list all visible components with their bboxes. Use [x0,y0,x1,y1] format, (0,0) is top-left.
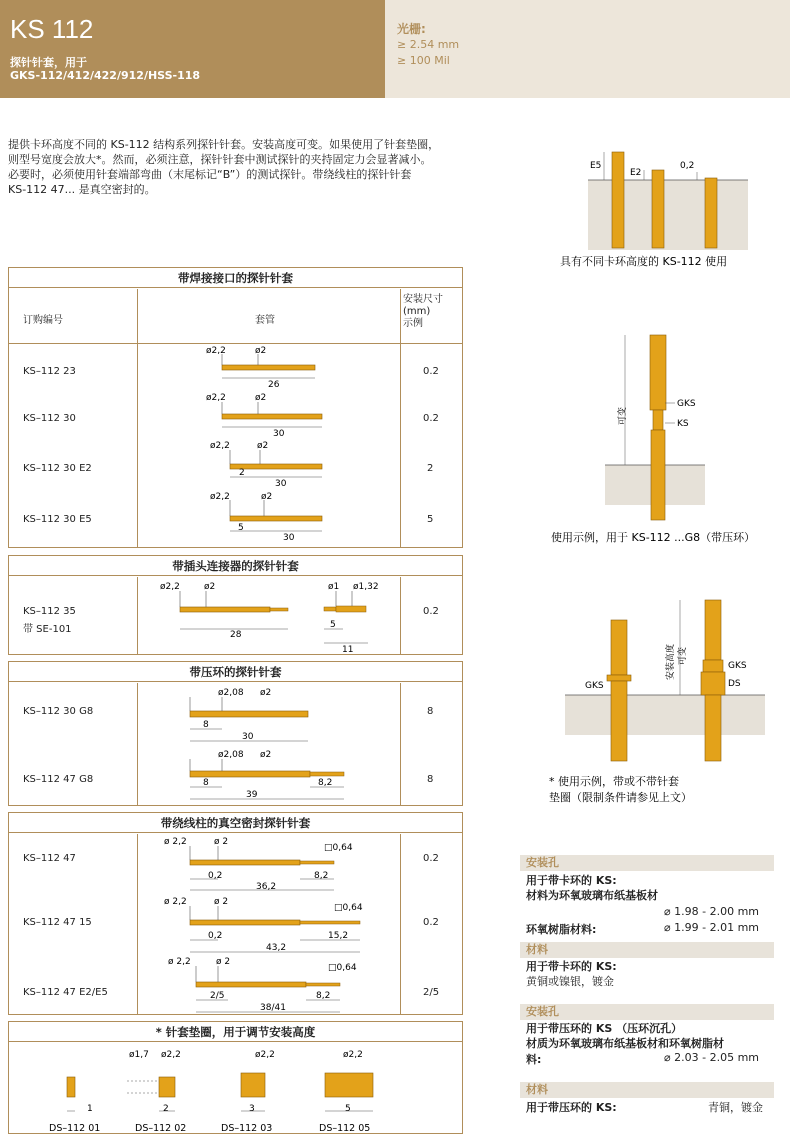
figure-collar-heights [560,140,790,275]
spec-value: 青铜，镀金 [708,1101,763,1114]
svg-text:15,2: 15,2 [328,931,349,941]
svg-text:安装高度: 安装高度 [666,643,676,680]
spec-value: ⌀ 2.03 - 2.05 mm [664,1051,759,1064]
table-plug-sleeves [8,555,463,655]
table-title: 带绕线柱的真空密封探针针套 [9,813,462,833]
svg-text:ø2,2: ø2,2 [343,1050,363,1060]
order-number: KS–112 30 G8 [23,706,94,717]
svg-text:5: 5 [238,523,244,533]
product-title: KS 112 [10,14,94,44]
order-number: KS–112 47 15 [23,917,92,928]
table-title: * 针套垫圈，用于调节安装高度 [9,1022,462,1042]
svg-text:KS: KS [677,419,689,429]
svg-text:8,2: 8,2 [318,778,333,788]
svg-text:39: 39 [246,790,258,800]
svg-text:2: 2 [239,468,245,478]
svg-text:8: 8 [203,778,209,788]
svg-text:8: 8 [203,720,209,730]
spec-heading: 安装孔 [520,1004,774,1020]
spec-line: 用于带卡环的 KS: [526,874,617,887]
washer-name: DS–112 01 [49,1123,101,1134]
svg-text:2/5: 2/5 [210,991,225,1001]
svg-text:ø 2,2: ø 2,2 [164,897,187,907]
table-title: 带焊接接口的探针针套 [9,268,462,288]
grid-pitch-mm: ≥ 2.54 mm [397,38,460,51]
sleeve-drawing-30-e5 [210,492,322,543]
install-size: 0.2 [423,413,439,424]
spec-line: 材质为环氧玻璃布纸基板材和环氧树脂材 [526,1037,724,1050]
table-title: 带插头连接器的探针针套 [9,556,462,576]
grid-label: 光栅: [397,22,426,36]
spec-line: 料: [526,1053,542,1066]
svg-text:ø2,2: ø2,2 [161,1050,181,1060]
dim-label: ø2 [255,346,267,356]
order-number: KS–112 30 E5 [23,514,92,525]
svg-text:ø2,2: ø2,2 [160,582,180,592]
svg-text:GKS: GKS [585,681,604,691]
col-order-header: 订购编号 [23,315,63,326]
svg-text:2: 2 [163,1104,169,1114]
svg-text:0,2: 0,2 [208,931,223,941]
solder-sleeve-drawings [138,344,400,548]
spec-line: 用于带压环的 KS: [526,1101,617,1114]
svg-text:ø 2,2: ø 2,2 [168,957,191,967]
svg-text:8,2: 8,2 [316,991,331,1001]
svg-text:30: 30 [273,429,285,439]
svg-text:30: 30 [242,732,254,742]
svg-text:ø 2: ø 2 [214,837,229,847]
install-size: 5 [427,514,434,525]
order-number: KS–112 23 [23,366,76,377]
svg-text:ø2,2: ø2,2 [255,1050,275,1060]
table-spacer-washers [8,1021,463,1134]
figure-washer-usage [545,585,790,810]
intro-text [8,137,538,197]
spec-heading: 材料 [520,1082,774,1098]
svg-text:GKS: GKS [728,661,747,671]
table-solder-sleeves [8,267,463,548]
install-size: 2/5 [423,987,440,998]
order-number: KS–112 30 E2 [23,463,92,474]
order-number: KS–112 47 G8 [23,774,94,785]
svg-text:ø 2: ø 2 [214,897,229,907]
intro-line: KS-112 47... 是真空密封的。 [8,183,156,196]
plug-sleeve-drawing [138,577,400,655]
spec-value: ⌀ 1.98 - 2.00 mm [664,905,759,918]
install-size: 0.2 [423,917,439,928]
install-size: 2 [427,463,434,474]
svg-text:E5: E5 [590,161,602,171]
figure-caption: 垫圈（限制条件请参见上文） [549,791,692,804]
figure-caption: 具有不同卡环高度的 KS-112 使用 [560,255,728,268]
svg-text:ø2,08: ø2,08 [218,688,244,698]
svg-text:ø2,2: ø2,2 [210,492,230,502]
spec-heading: 材料 [520,942,774,958]
svg-text:3: 3 [249,1104,255,1114]
table-title: 带压环的探针针套 [9,662,462,682]
col-install-header: 安装尺寸 (mm) 示例 [403,294,443,329]
svg-text:ø2: ø2 [255,393,267,403]
spec-heading: 安装孔 [520,855,774,871]
washer-name: DS–112 03 [221,1123,273,1134]
svg-text:36,2: 36,2 [256,882,277,892]
svg-text:5: 5 [345,1104,351,1114]
svg-text:ø1: ø1 [328,582,340,592]
svg-text:8,2: 8,2 [314,871,329,881]
svg-text:可变: 可变 [618,406,628,425]
install-size: 0.2 [423,366,439,377]
figure-caption: 使用示例，用于 KS-112 ...G8（带压环） [551,531,756,544]
spec-line: 用于带卡环的 KS: [526,960,617,973]
svg-text:ø2: ø2 [261,492,273,502]
intro-line: 提供卡环高度不同的 KS-112 结构系列探针针套。安装高度可变。如果使用了针套垫圈， [8,138,440,151]
svg-text:ø2: ø2 [260,750,272,760]
svg-text:0,2: 0,2 [208,871,223,881]
washer-name: DS–112 02 [135,1123,187,1134]
spec-line: 用于带压环的 KS （压环沉孔） [526,1022,683,1035]
svg-text:ø1,7: ø1,7 [129,1050,149,1060]
header-banner [0,0,385,98]
spec-value: ⌀ 1.99 - 2.01 mm [664,921,759,934]
svg-text:ø2: ø2 [260,688,272,698]
svg-text:ø2,2: ø2,2 [210,441,230,451]
svg-text:ø2: ø2 [204,582,216,592]
svg-text:ø2: ø2 [257,441,269,451]
washer-drawings [9,1043,464,1134]
install-size: 8 [427,706,434,717]
svg-text:DS: DS [728,679,741,689]
svg-text:1: 1 [87,1104,93,1114]
svg-text:ø2,08: ø2,08 [218,750,244,760]
col-sleeve-header: 套管 [255,315,275,326]
spec-line: 环氧树脂材料: [526,923,597,936]
header-grid-panel [385,0,790,98]
svg-text:30: 30 [283,533,295,543]
svg-text:GKS: GKS [677,399,696,409]
svg-text:11: 11 [342,645,354,655]
svg-text:□0,64: □0,64 [328,963,357,973]
svg-text:38/41: 38/41 [260,1003,286,1013]
order-number: KS–112 35 [23,606,76,617]
svg-text:□0,64: □0,64 [324,843,353,853]
install-size: 8 [427,774,434,785]
svg-text:ø 2,2: ø 2,2 [164,837,187,847]
sleeve-drawing-23 [206,346,315,390]
order-number-suffix: 带 SE-101 [23,624,72,635]
washer-name: DS–112 05 [319,1123,371,1134]
svg-text:43,2: 43,2 [266,943,287,953]
press-ring-drawings [138,683,400,806]
svg-text:30: 30 [275,479,287,489]
intro-line: 必要时，必须使用针套端部弯曲（末尾标记“B”）的测试探针。带绕线柱的探针针套 [8,168,412,181]
spec-line: 材料为环氧玻璃布纸基板材 [526,889,658,902]
intro-line: 则型号宽度会放大*。然而，必须注意，探针针套中测试探针的夹持固定力会显著减小。 [8,153,432,166]
table-wire-wrap-sleeves [8,812,463,1015]
svg-text:□0,64: □0,64 [334,903,363,913]
install-size: 0.2 [423,853,439,864]
svg-text:可变: 可变 [678,646,688,665]
order-number: KS–112 47 [23,853,76,864]
order-number: KS–112 30 [23,413,76,424]
spec-line: 黄铜或镍银，镀金 [526,975,614,988]
svg-text:E2: E2 [630,168,642,178]
dim-label: ø2,2 [206,346,226,356]
svg-text:5: 5 [330,620,336,630]
svg-text:28: 28 [230,630,242,640]
figure-caption: * 使用示例，带或不带针套 [549,775,679,788]
sleeve-drawing-30-e2 [210,441,322,489]
product-subtitle: 探针针套，用于 [10,56,87,69]
svg-text:0,2: 0,2 [680,161,695,171]
sleeve-drawing-30 [206,393,322,439]
figure-press-ring-usage [545,325,790,550]
svg-text:ø2,2: ø2,2 [206,393,226,403]
product-compat: GKS-112/412/422/912/HSS-118 [10,69,201,82]
wire-wrap-drawings [138,834,400,1015]
order-number: KS–112 47 E2/E5 [23,987,108,998]
table-press-ring-sleeves [8,661,463,806]
grid-pitch-mil: ≥ 100 Mil [397,54,450,67]
install-size: 0.2 [423,606,439,617]
svg-text:ø1,32: ø1,32 [353,582,379,592]
svg-text:ø 2: ø 2 [216,957,231,967]
dim-label: 26 [268,380,280,390]
